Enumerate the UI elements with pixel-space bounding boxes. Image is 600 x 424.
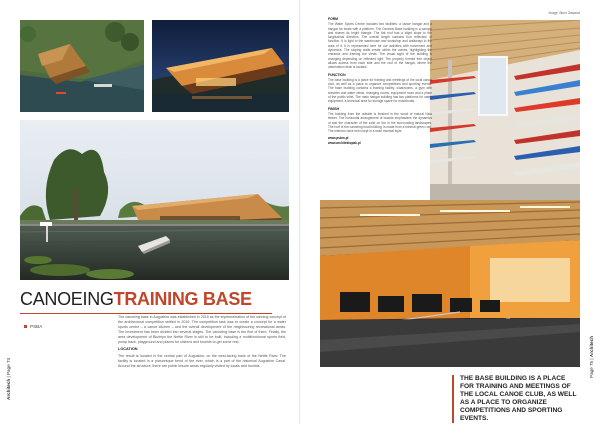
right-footer-page: Page 75 (589, 360, 594, 378)
gym-photo (320, 200, 580, 367)
source-label (24, 324, 42, 329)
location-paragraph: The result is located in the central part of Augustów, on the west-facing bank of the Nettle River. The facility is located in a picturesque bend of the river, which is a part of the historical Augustów Canal. Around the structure, there are public leisure areas regularly visited by locals and tourists. (118, 354, 286, 368)
section-heading: FUNCTION (328, 72, 346, 77)
section-paragraph: The base building is a place for training and meetings of the local canoe club, as well as a place to organize competitions and sporting events. The base building contains a training facility, cloakrooms, a gym with showers and water views, changing rooms, equipment room and a place of the public toilet. The main hangar building has two platforms for water equipment, a technical area for storage space for motorboats. (328, 77, 432, 104)
section-function (328, 73, 432, 104)
left-body-text (118, 315, 286, 371)
headline-bold: TRAINING BASE (113, 289, 252, 309)
web-links (328, 136, 432, 145)
section-heading: FINISH (328, 106, 340, 111)
location-heading: LOCATION (118, 347, 138, 351)
right-footer-magazine: Architech (589, 335, 594, 358)
kayak-rack-photo (430, 20, 580, 200)
photo-credit: Image: Biuro Zawarta (548, 11, 580, 15)
dusk-photo (152, 20, 289, 112)
source-text: PSBA (30, 324, 43, 329)
left-page-footer: Architech | Page 74 (6, 357, 11, 400)
headline-light: CANOEING (20, 289, 114, 309)
section-heading: FORM (328, 17, 338, 21)
right-page-footer: Page 75 | Architech (589, 335, 594, 378)
headline-rule (20, 313, 272, 314)
link-architekt[interactable]: www.architektopak.pl (328, 140, 361, 145)
left-footer-page: Page 74 (6, 357, 11, 376)
link-psbm[interactable]: www.psbm.pl (328, 136, 349, 141)
page-gutter (299, 0, 301, 424)
pull-quote: THE BASE BUILDING IS A PLACE FOR TRAINING AND MEETINGS OF THE LOCAL CANOE CLUB, AS WELL AS A PLACE TO ORGANIZE COMPETITIONS AND SPORTING EVENTS. (452, 375, 580, 423)
right-body-text (328, 14, 432, 145)
intro-paragraph: The canoeing base in Augustów was established in 2015 as the implementation of the winning concept of the architectural competition settled in 2016. The competition task was to create a concept for a water sports centre – a canoe kitchen – and the overall development of the neighbouring recreational areas. The investment has been divided into several stages. The canoeing base is the first of them. Finally, the area development of Biuletyn the Nettle River is still to be built, including a multifunctional sports field, pump track, playground and places for citizens and tourists to get some rest. (118, 315, 286, 344)
river-photo (20, 120, 289, 280)
section-form (328, 17, 432, 70)
source-square-icon (24, 325, 27, 328)
section-paragraph: The Water Sports Centre includes two facilities: a canoe hangar and a hangar for boats with a platform. The Ceramic Base building is a canopy and shares its bright triangle. The flat roof has a slight slope to the longitudinal direction. The overall length contains four reflection of function. It is light to the warehouse and workshop and walkways in the area of it. It is represented here for our activities with movement and dynamics. The sloping walls create within the waves, highlighting the entrance and framing the views. The visual sight of the building is changing depending on reflected light. The properly formed free object allows access from each side and the roof of the hangar, where the observation deck is located. (328, 22, 432, 70)
article-headline (20, 289, 300, 310)
aerial-photo (20, 20, 144, 112)
section-paragraph: The building from the outside is finished in the wood of natural Nida timber. The horizontal arrangement of boards emphasizes the dynamics of and the character of the solid on the in the surrounding landscapes. The roof of the canoeing boat building, is made from a mineral green roof. The interiors have been kept in a strict minimal style. (328, 111, 433, 134)
left-footer-magazine: Architech (6, 378, 11, 400)
section-finish (328, 107, 432, 134)
